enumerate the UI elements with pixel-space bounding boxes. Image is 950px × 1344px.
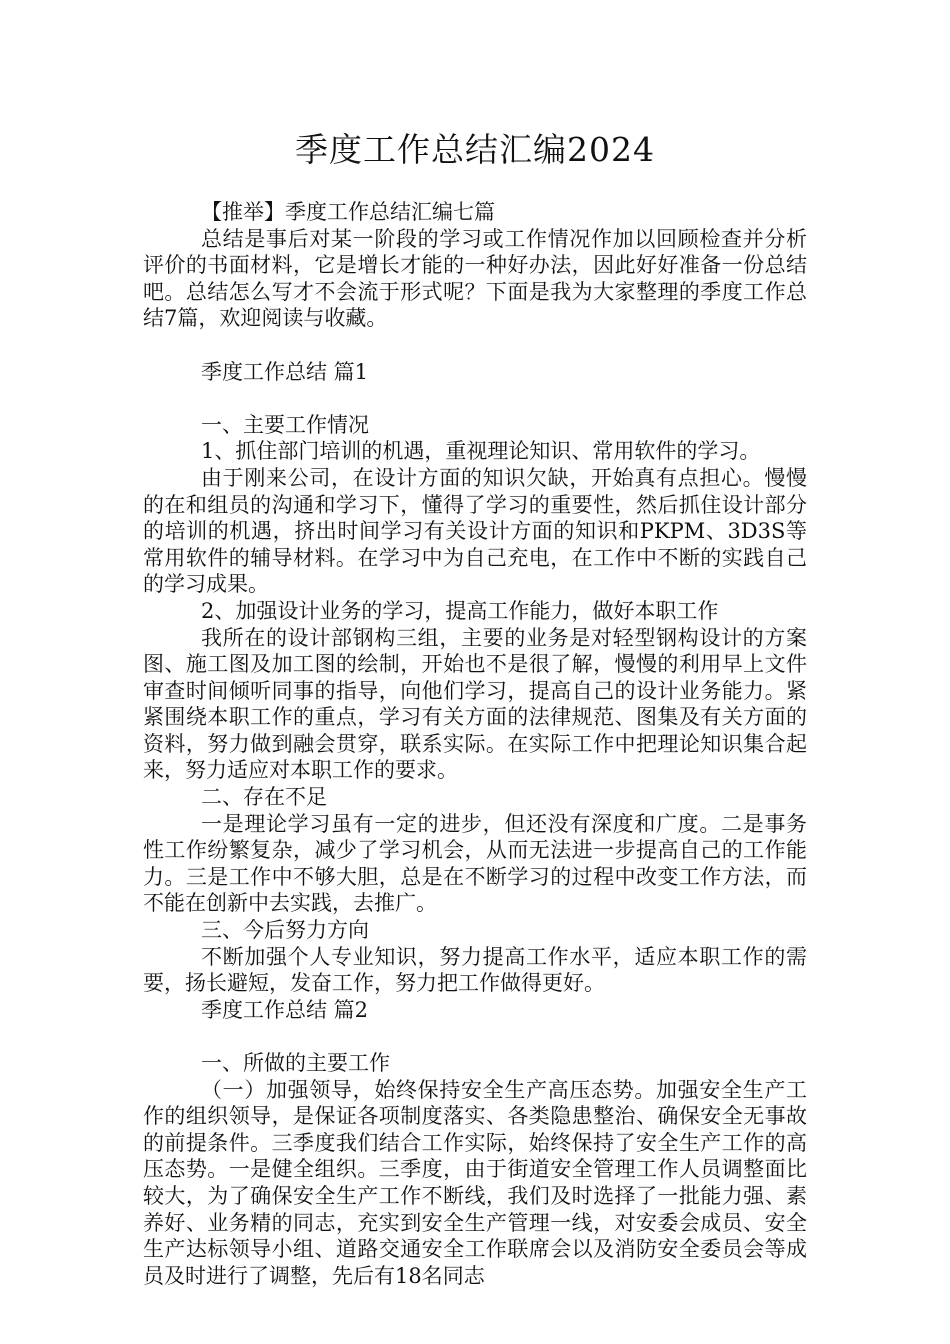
blank-line: [143, 1023, 807, 1050]
paragraph-direction: 不断加强个人专业知识，努力提高工作水平，适应本职工作的需要，扬长避短，发奋工作，努力把工作做得更好。: [143, 944, 807, 996]
paragraph-design-dept: 我所在的设计部钢构三组，主要的业务是对轻型钢构设计的方案图、施工图及加工图的绘制，开始也不是很了解，慢慢的利用早上文件审查时间倾听同事的指导，向他们学习，提高自己的设计业务能力。紧紧围绕本职工作的重点，学习有关方面的法律规范、图集及有关方面的资料，努力做到融会贯穿，联系实际。在实际工作中把理论知识集合起来，努力适应对本职工作的要求。: [143, 625, 807, 783]
subheading-direction: 三、今后努力方向: [201, 918, 369, 943]
blank-line: [143, 385, 807, 412]
blank-line: [143, 332, 807, 359]
subheading-main-work-2: 一、所做的主要工作: [201, 1051, 390, 1075]
paragraph-item-2: 2、加强设计业务的学习，提高工作能力，做好本职工作: [201, 598, 719, 623]
subheading-main-work: 一、主要工作情况: [201, 412, 369, 437]
paragraph-training: 由于刚来公司，在设计方面的知识欠缺，开始真有点担心。慢慢的在和组员的沟通和学习下，懂得了学习的重要性，然后抓住设计部分的培训的机遇，挤出时间学习有关设计方面的知识和PKPM、3D3S等常用软件的辅导材料。在学习中为自己充电，在工作中不断的实践自己的学习成果。: [143, 465, 807, 597]
paragraph-recommend: 【推举】季度工作总结汇编七篇: [201, 200, 495, 224]
document-title: 季度工作总结汇编2024: [295, 130, 655, 169]
document-body: [143, 199, 807, 1289]
paragraph-safety: （一）加强领导，始终保持安全生产高压态势。加强安全生产工作的组织领导，是保证各项制度落实、各类隐患整治、确保安全无事故的前提条件。三季度我们结合工作实际，始终保持了安全生产工作的高压态势。一是健全组织。三季度，由于街道安全管理工作人员调整面比较大，为了确保安全生产工作不断线，我们及时选择了一批能力强、素养好、业务精的同志，充实到安全生产管理一线，对安委会成员、安全生产达标领导小组、道路交通安全工作联席会以及消防安全委员会等成员及时进行了调整，先后有18名同志: [143, 1077, 807, 1288]
paragraph-intro: 总结是事后对某一阶段的学习或工作情况作加以回顾检查并分析评价的书面材料，它是增长才能的一种好办法，因此好好准备一份总结吧。总结怎么写才不会流于形式呢？下面是我为大家整理的季度工作总结7篇，欢迎阅读与收藏。: [143, 226, 807, 331]
section-heading-1: 季度工作总结 篇1: [201, 359, 369, 384]
paragraph-shortcomings: 一是理论学习虽有一定的进步，但还没有深度和广度。二是事务性工作纷繁复杂，减少了学习机会，从而无法进一步提高自己的工作能力。三是工作中不够大胆，总是在不断学习的过程中改变工作方法，而不能在创新中去实践，去推广。: [143, 811, 807, 916]
section-heading-2: 季度工作总结 篇2: [201, 997, 369, 1022]
paragraph-item-1: 1、抓住部门培训的机遇，重视理论知识、常用软件的学习。: [201, 439, 761, 464]
subheading-shortcomings: 二、存在不足: [201, 785, 327, 810]
